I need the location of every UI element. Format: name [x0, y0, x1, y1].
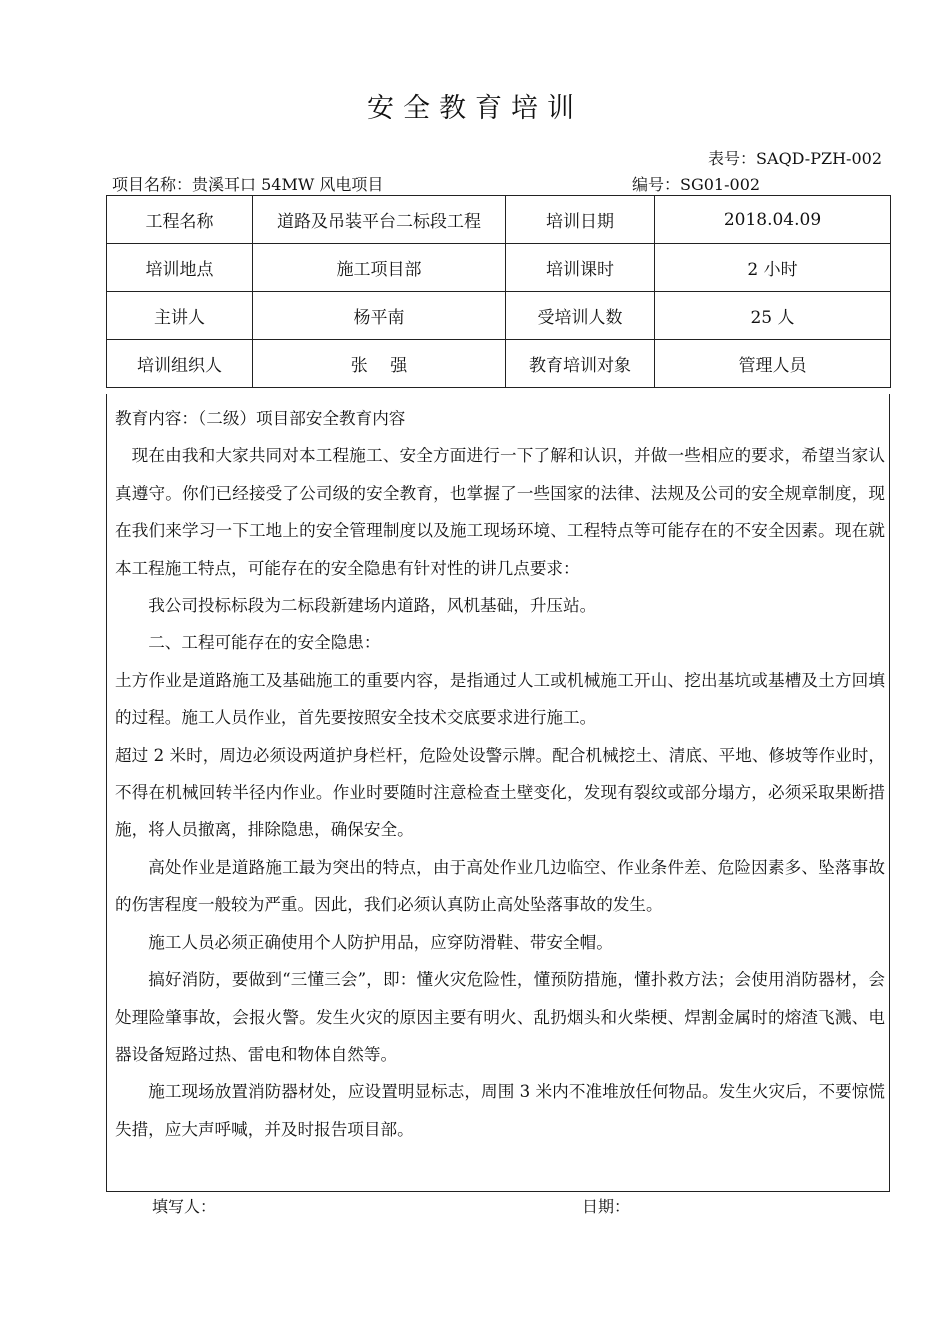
label-project-name: 工程名称: [107, 196, 253, 244]
content-heading: 教育内容：（二级）项目部安全教育内容: [115, 409, 406, 428]
form-number: 表号：SAQD-PZH-002: [708, 149, 882, 168]
label-training-location: 培训地点: [107, 244, 253, 292]
label-lecturer: 主讲人: [107, 292, 253, 340]
date-label: 日期：: [582, 1197, 631, 1216]
education-content-box: [106, 394, 890, 1192]
table-row: [107, 244, 891, 292]
content-paragraph: 超过 2 米时，周边必须设两道护身栏杆，危险处设警示牌。配合机械挖土、清底、平地、修坡等作业时，不得在机械回转半径内作业。作业时要随时注意检查土壁变化，发现有裂纹或部分塌方，必须采取果断措施，将人员撤离，排除隐患，确保安全。: [115, 745, 885, 840]
value-project-name: 道路及吊装平台二标段工程: [253, 196, 506, 244]
label-organizer: 培训组织人: [107, 340, 253, 388]
table-row: [107, 292, 891, 340]
label-training-target: 教育培训对象: [506, 340, 655, 388]
value-lecturer: 杨平南: [253, 292, 506, 340]
content-paragraph: 我公司投标标段为二标段新建场内道路，风机基础，升压站。: [148, 596, 597, 616]
value-training-target: 管理人员: [655, 340, 891, 388]
filler-label: 填写人：: [152, 1197, 217, 1216]
label-training-date: 培训日期: [506, 196, 655, 244]
content-paragraph: 施工人员必须正确使用个人防护用品，应穿防滑鞋、带安全帽。: [148, 932, 613, 952]
label-trainee-count: 受培训人数: [506, 292, 655, 340]
value-training-hours: 2 小时: [655, 244, 891, 292]
content-paragraph: 土方作业是道路施工及基础施工的重要内容，是指通过人工或机械施工开山、挖出基坑或基槽及土方回填的过程。施工人员作业，首先要按照安全技术交底要求进行施工。: [115, 670, 885, 728]
content-paragraph: 现在由我和大家共同对本工程施工、安全方面进行一下了解和认识，并做一些相应的要求，希望当家认真遵守。你们已经接受了公司级的安全教育，也掌握了一些国家的法律、法规及公司的安全规章制度，现在我们来学习一下工地上的安全管理制度以及施工现场环境、工程特点等可能存在的不安全因素。现在就本工程施工特点，可能存在的安全隐患有针对性的讲几点要求：: [115, 446, 885, 578]
label-training-hours: 培训课时: [506, 244, 655, 292]
content-paragraph: 搞好消防，要做到“三懂三会”，即：懂火灾危险性，懂预防措施，懂扑救方法；会使用消防器材，会处理险肇事故，会报火警。发生火灾的原因主要有明火、乱扔烟头和火柴梗、焊割金属时的熔渣飞溅、电器设备短路过热、雷电和物体自然等。: [115, 970, 885, 1064]
document-title: 安全教育培训: [367, 93, 583, 124]
content-paragraph: 二、工程可能存在的安全隐患：: [148, 633, 381, 653]
value-training-location: 施工项目部: [253, 244, 506, 292]
table-row: [107, 340, 891, 388]
training-info-table: [106, 195, 891, 388]
content-paragraph: 施工现场放置消防器材处，应设置明显标志，周围 3 米内不准堆放任何物品。发生火灾后，不要惊慌失措，应大声呼喊，并及时报告项目部。: [115, 1082, 885, 1139]
value-trainee-count: 25 人: [655, 292, 891, 340]
serial-number: 编号：SG01-002: [632, 175, 761, 194]
content-paragraph: 高处作业是道路施工最为突出的特点，由于高处作业几边临空、作业条件差、危险因素多、坠落事故的伤害程度一般较为严重。因此，我们必须认真防止高处坠落事故的发生。: [115, 857, 885, 915]
value-organizer: 张 强: [253, 340, 506, 388]
value-training-date: 2018.04.09: [655, 196, 891, 244]
table-row: [107, 196, 891, 244]
project-name: 项目名称：贵溪耳口 54MW 风电项目: [112, 175, 384, 194]
